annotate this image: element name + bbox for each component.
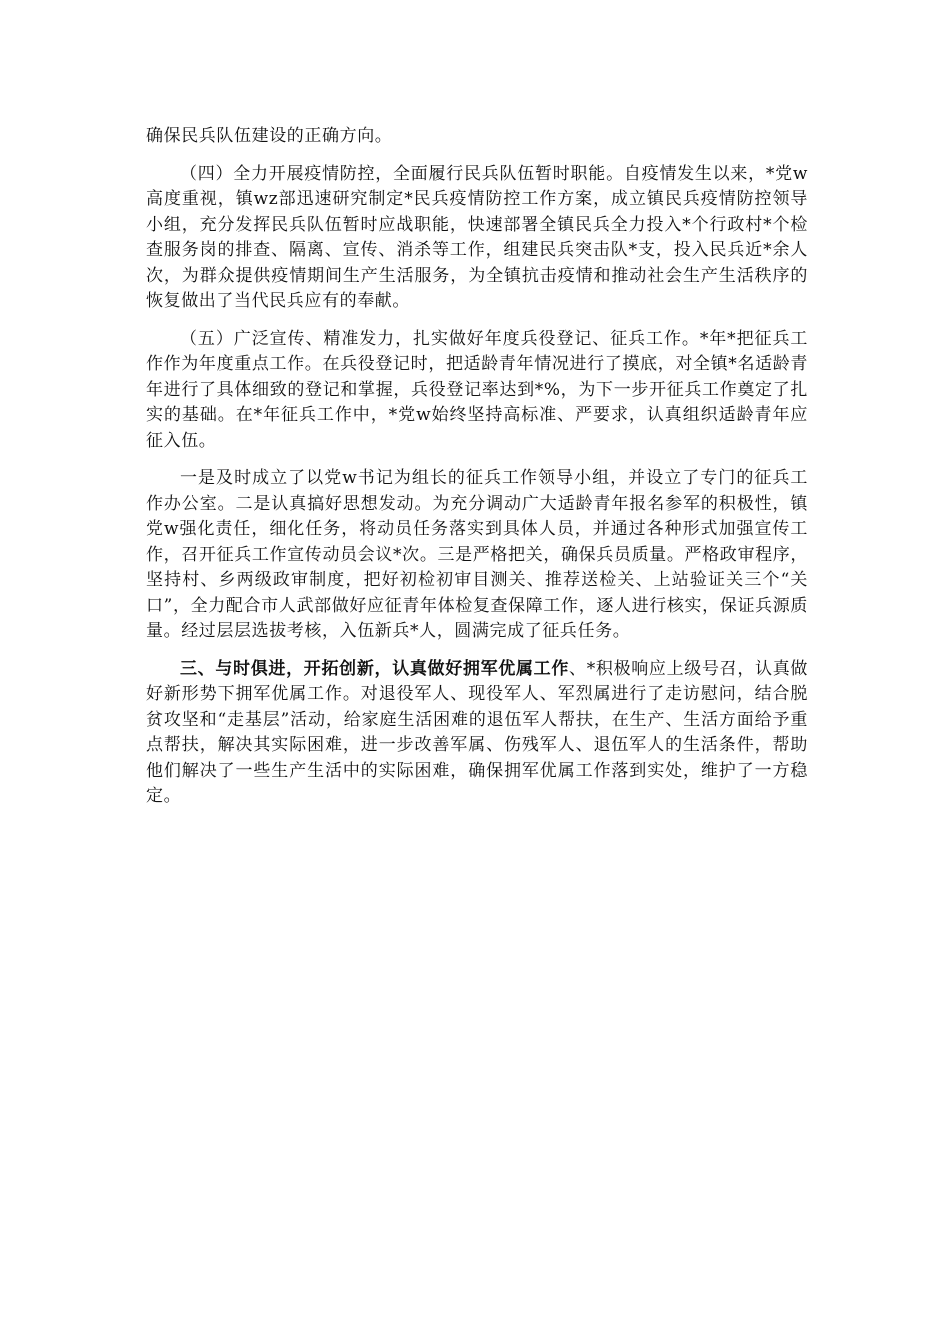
paragraph-text: 一是及时成立了以党w书记为组长的征兵工作领导小组，并设立了专门的征兵工作办公室。二是认真搞好思想发动。为充分调动广大适龄青年报名参军的积极性，镇党w强化责任，细化任务，将动员任务落实到具体人员，并通过各种形式加强宣传工作，召开征兵工作宣传动员会议*次。三是严格把关，确保兵员质量。严格政审程序，坚持村、乡两级政审制度，把好初检初审目测关、推荐送检关、上站验证关三个“关口”，全力配合市人武部做好应征青年体检复查保障工作，逐人进行核实，保证兵源质量。经过层层选拔考核，入伍新兵*人，圆满完成了征兵任务。	[146, 468, 808, 641]
paragraph-conscription-measures	[146, 466, 808, 645]
paragraph-continuation	[146, 124, 808, 150]
section-heading: 三、与时俱进，开拓创新，认真做好拥军优属工作	[180, 658, 570, 679]
paragraph-text: （四）全力开展疫情防控，全面履行民兵队伍暂时职能。自疫情发生以来，*党w高度重视，镇wz部迅速研究制定*民兵疫情防控工作方案，成立镇民兵疫情防控领导小组，充分发挥民兵队伍暂时应战职能，快速部署全镇民兵全力投入*个行政村*个检查服务岗的排查、隔离、宣传、消杀等工作，组建民兵突击队*支，投入民兵近*余人次，为群众提供疫情期间生产生活服务，为全镇抗击疫情和推动社会生产生活秩序的恢复做出了当代民兵应有的奉献。	[146, 163, 808, 311]
document-body	[146, 124, 808, 822]
paragraph-text: 确保民兵队伍建设的正确方向。	[146, 126, 393, 146]
paragraph-epidemic-control	[146, 162, 808, 315]
paragraph-conscription-registration	[146, 327, 808, 455]
paragraph-military-support	[146, 657, 808, 810]
paragraph-text: （五）广泛宣传、精准发力，扎实做好年度兵役登记、征兵工作。*年*把征兵工作作为年度重点工作。在兵役登记时，把适龄青年情况进行了摸底，对全镇*名适龄青年进行了具体细致的登记和掌握，兵役登记率达到*%，为下一步开征兵工作奠定了扎实的基础。在*年征兵工作中，*党w始终坚持高标准、严要求，认真组织适龄青年应征入伍。	[146, 328, 808, 451]
paragraph-text: 、*积极响应上级号召，认真做好新形势下拥军优属工作。对退役军人、现役军人、军烈属进行了走访慰问，结合脱贫攻坚和“走基层”活动，给家庭生活困难的退伍军人帮扶，在生产、生活方面给予重点帮扶，解决其实际困难，进一步改善军属、伤残军人、退伍军人的生活条件，帮助他们解决了一些生产生活中的实际困难，确保拥军优属工作落到实处，维护了一方稳定。	[146, 658, 808, 806]
